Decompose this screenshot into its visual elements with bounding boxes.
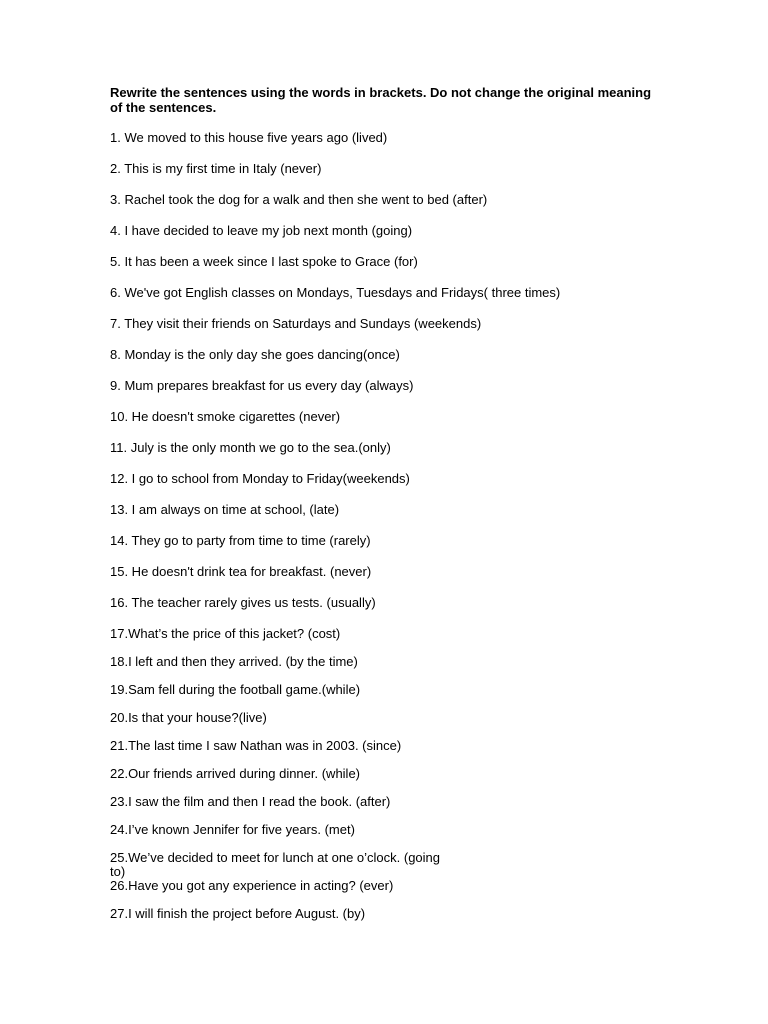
exercise-item-14: 14. They go to party from time to time (rarely) bbox=[110, 533, 371, 548]
exercise-item-2: 2. This is my first time in Italy (never) bbox=[110, 161, 322, 176]
exercise-item-7: 7. They visit their friends on Saturdays and Sundays (weekends) bbox=[110, 316, 482, 331]
exercise-item-18: 18.I left and then they arrived. (by the time) bbox=[110, 654, 358, 669]
exercise-item-4: 4. I have decided to leave my job next month (going) bbox=[110, 223, 413, 238]
exercise-item-24: 24.I’ve known Jennifer for five years. (met) bbox=[110, 822, 355, 837]
exercise-item-13: 13. I am always on time at school, (late) bbox=[110, 502, 340, 517]
exercise-item-10: 10. He doesn't smoke cigarettes (never) bbox=[110, 409, 341, 424]
exercise-item-20: 20.Is that your house?(live) bbox=[110, 710, 267, 725]
exercise-item-9: 9. Mum prepares breakfast for us every day (always) bbox=[110, 378, 414, 393]
exercise-item-26: 26.Have you got any experience in acting? (ever) bbox=[110, 878, 394, 893]
exercise-item-15: 15. He doesn't drink tea for breakfast. (never) bbox=[110, 564, 372, 579]
exercise-item-8: 8. Monday is the only day she goes dancing(once) bbox=[110, 347, 400, 362]
exercise-item-3: 3. Rachel took the dog for a walk and then she went to bed (after) bbox=[110, 192, 488, 207]
exercise-item-22: 22.Our friends arrived during dinner. (while) bbox=[110, 766, 361, 781]
exercise-item-16: 16. The teacher rarely gives us tests. (usually) bbox=[110, 595, 376, 610]
exercise-item-12: 12. I go to school from Monday to Friday(weekends) bbox=[110, 471, 410, 486]
exercise-item-23: 23.I saw the film and then I read the book. (after) bbox=[110, 794, 391, 809]
exercise-item-5: 5. It has been a week since I last spoke to Grace (for) bbox=[110, 254, 418, 269]
exercise-item-11: 11. July is the only month we go to the sea.(only) bbox=[110, 440, 391, 455]
exercise-item-19: 19.Sam fell during the football game.(while) bbox=[110, 682, 361, 697]
exercise-item-1: 1. We moved to this house five years ago (lived) bbox=[110, 130, 388, 145]
exercise-item-17: 17.What’s the price of this jacket? (cost) bbox=[110, 626, 341, 641]
exercise-item-6: 6. We've got English classes on Mondays, Tuesdays and Fridays( three times) bbox=[110, 285, 561, 300]
exercise-item-21: 21.The last time I saw Nathan was in 2003. (since) bbox=[110, 738, 402, 753]
instructions-heading: Rewrite the sentences using the words in brackets. Do not change the original meaning of the sentences. bbox=[110, 85, 652, 115]
exercise-item-27: 27.I will finish the project before August. (by) bbox=[110, 906, 366, 921]
exercise-item-25: 25.We’ve decided to meet for lunch at one o’clock. (going to) bbox=[110, 850, 441, 879]
